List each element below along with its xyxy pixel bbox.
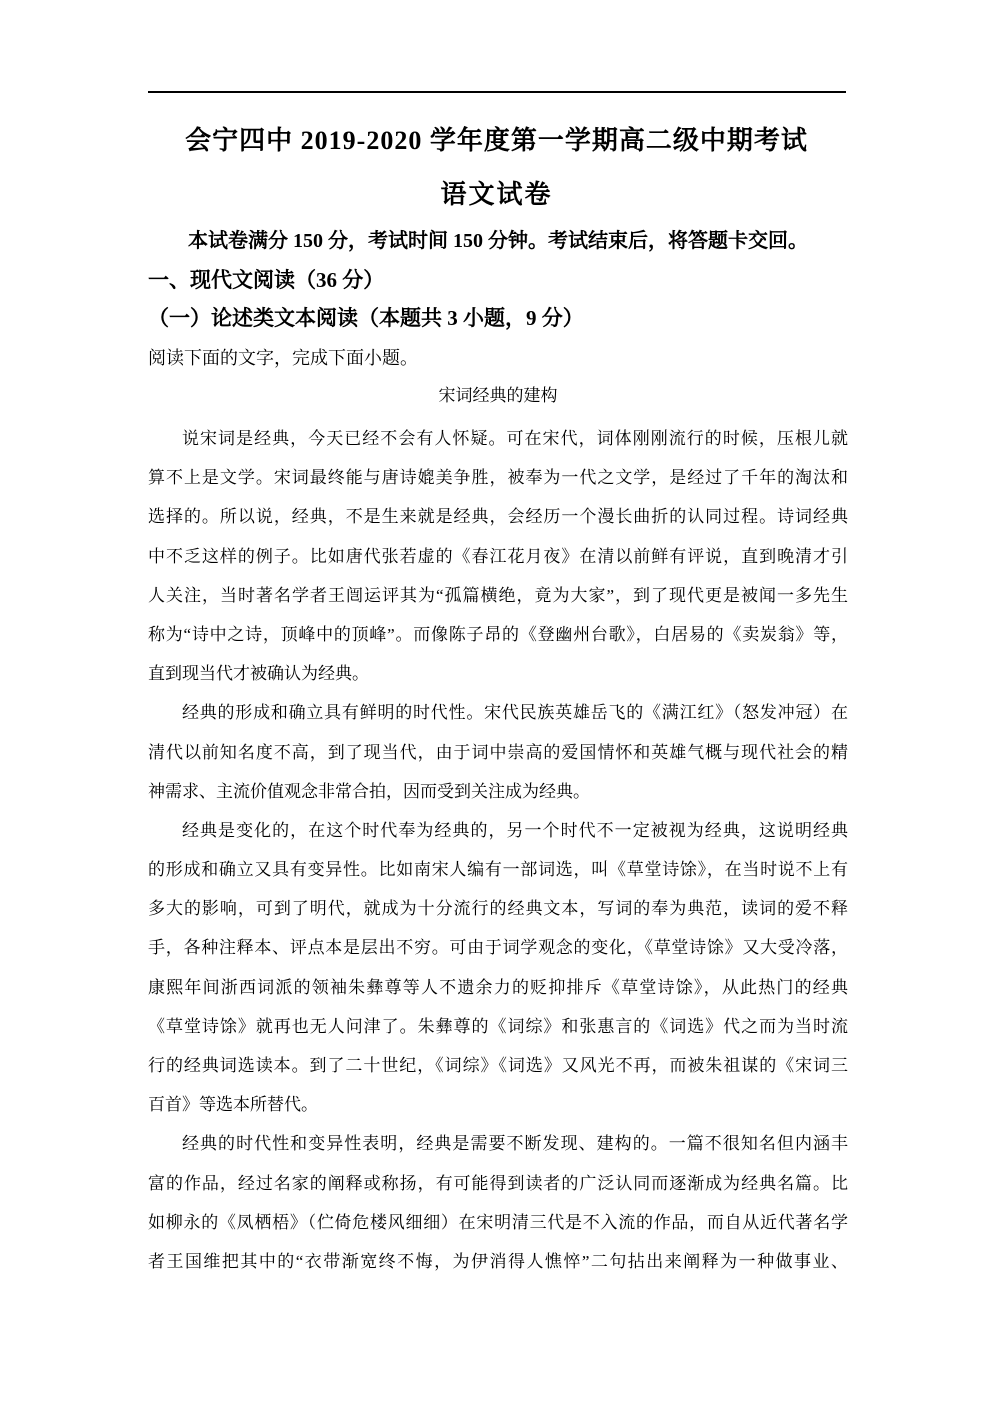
section-1-heading: 一、现代文阅读（36 分） [148, 268, 385, 292]
essay-line: 算不上是文学。宋词最终能与唐诗媲美争胜，被奉为一代之文学，是经过了千年的淘汰和 [148, 468, 848, 488]
exam-title: 会宁四中 2019-2020 学年度第一学期高二级中期考试 [185, 126, 808, 155]
essay-line: 者王国维把其中的“衣带渐宽终不悔，为伊消得人憔悴”二句拈出来阐释为一种做事业、 [148, 1251, 848, 1271]
header-rule [148, 91, 846, 93]
essay-line: 神需求、主流价值观念非常合拍，因而受到关注成为经典。 [148, 781, 590, 801]
essay-body [148, 419, 848, 1281]
essay-line: 清代以前知名度不高，到了现当代，由于词中崇高的爱国情怀和英雄气概与现代社会的精 [148, 742, 848, 762]
essay-line: 称为“诗中之诗，顶峰中的顶峰”。而像陈子昂的《登幽州台歌》，白居易的《卖炭翁》等， [148, 624, 848, 644]
essay-line: 经典的形成和确立具有鲜明的时代性。宋代民族英雄岳飞的《满江红》（怒发冲冠）在 [182, 703, 848, 723]
reading-instruction: 阅读下面的文字，完成下面小题。 [148, 348, 418, 368]
exam-subject-title: 语文试卷 [440, 180, 553, 209]
essay-line: 手，各种注释本、评点本是层出不穷。可由于词学观念的变化，《草堂诗馀》又大受冷落， [148, 938, 848, 958]
essay-line: 经典的时代性和变异性表明，经典是需要不断发现、建构的。一篇不很知名但内涵丰 [182, 1134, 848, 1154]
essay-line: 中不乏这样的例子。比如唐代张若虚的《春江花月夜》在清以前鲜有评说，直到晚清才引 [148, 546, 848, 566]
essay-line: 直到现当代才被确认为经典。 [148, 664, 369, 684]
essay-line: 百首》等选本所替代。 [148, 1095, 318, 1115]
essay-line: 多大的影响，可到了明代，就成为十分流行的经典文本，写词的奉为典范，读词的爱不释 [148, 899, 848, 919]
essay-line: 《草堂诗馀》就再也无人问津了。朱彝尊的《词综》和张惠言的《词选》代之而为当时流 [148, 1016, 848, 1036]
essay-line: 说宋词是经典，今天已经不会有人怀疑。可在宋代，词体刚刚流行的时候，压根儿就 [182, 429, 848, 448]
essay-line: 经典是变化的，在这个时代奉为经典的，另一个时代不一定被视为经典，这说明经典 [182, 820, 848, 840]
essay-line: 的形成和确立又具有变异性。比如南宋人编有一部词选，叫《草堂诗馀》，在当时说不上有 [148, 860, 848, 880]
essay-line: 选择的。所以说，经典，不是生来就是经典，会经历一个漫长曲折的认同过程。诗词经典 [148, 507, 848, 527]
exam-note: 本试卷满分 150 分，考试时间 150 分钟。考试结束后，将答题卡交回。 [188, 230, 808, 252]
essay-line: 人关注，当时著名学者王闿运评其为“孤篇横绝，竟为大家”，到了现代更是被闻一多先生 [148, 585, 848, 605]
essay-line: 如柳永的《凤栖梧》（伫倚危楼风细细）在宋明清三代是不入流的作品，而自从近代著名学 [148, 1212, 848, 1232]
essay-title: 宋词经典的建构 [438, 386, 558, 405]
essay-line: 行的经典词选读本。到了二十世纪，《词综》《词选》又风光不再，而被朱祖谋的《宋词三 [148, 1056, 848, 1075]
essay-line: 富的作品，经过名家的阐释或称扬，有可能得到读者的广泛认同而逐渐成为经典名篇。比 [148, 1173, 848, 1193]
essay-line: 康熙年间浙西词派的领袖朱彝尊等人不遗余力的贬抑排斥《草堂诗馀》，从此热门的经典 [148, 977, 848, 997]
subsection-1-1-heading: （一）论述类文本阅读（本题共 3 小题，9 分） [148, 306, 584, 330]
